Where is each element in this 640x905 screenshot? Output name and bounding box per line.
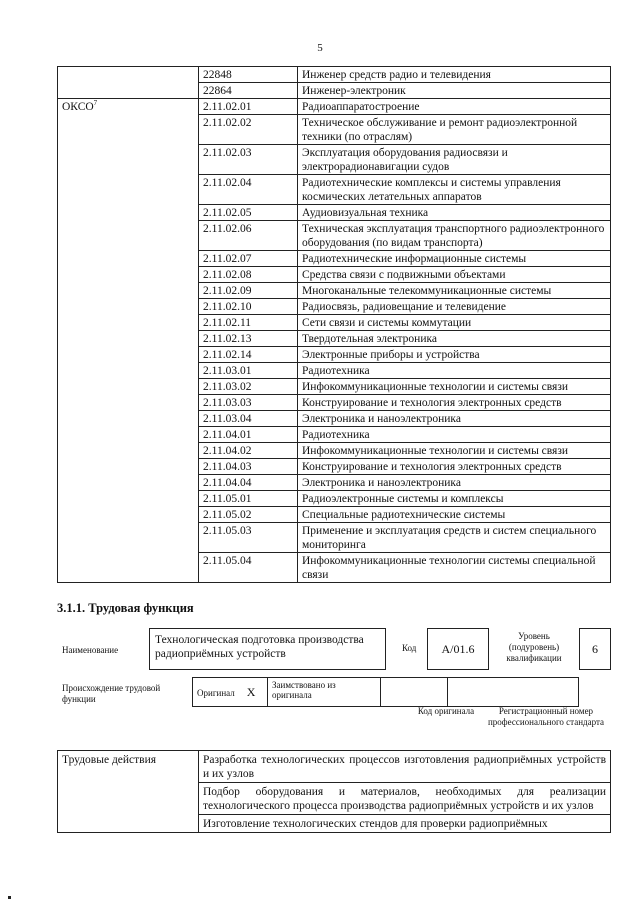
name-cell: Радиотехнические информационные системы — [298, 251, 611, 267]
code-cell: 2.11.05.02 — [199, 507, 298, 523]
action-cell: Изготовление технологических стендов для проверки радиоприёмных — [199, 815, 611, 833]
table-row — [58, 283, 611, 299]
actions-label: Трудовые действия — [58, 751, 199, 833]
group-cell — [58, 553, 199, 583]
table-row — [58, 251, 611, 267]
table-row — [58, 347, 611, 363]
code-cell: 22864 — [199, 83, 298, 99]
name-cell: Инженер средств радио и телевидения — [298, 67, 611, 83]
name-cell: Инфокоммуникационные технологии и системы связи — [298, 443, 611, 459]
action-cell: Подбор оборудования и материалов, необходимых для реализации технологического процесса производства радиоприёмных устройств и их узлов — [199, 783, 611, 815]
table-row — [58, 83, 611, 99]
code-label: Код — [402, 643, 417, 653]
name-label: Наименование — [62, 645, 119, 655]
level-label: Уровень (подуровень) квалификации — [506, 631, 562, 663]
group-cell — [58, 115, 199, 145]
table-row — [58, 475, 611, 491]
origin-label: Происхождение трудовой функции — [62, 683, 161, 704]
table-row — [58, 523, 611, 553]
name-cell: Сети связи и системы коммутации — [298, 315, 611, 331]
group-cell — [58, 507, 199, 523]
function-name-field: Технологическая подготовка производства радиоприёмных устройств — [149, 628, 386, 670]
code-cell: 2.11.02.14 — [199, 347, 298, 363]
group-cell — [58, 251, 199, 267]
name-cell: Электроника и наноэлектроника — [298, 475, 611, 491]
name-cell: Инфокоммуникационные технологии системы специальной связи — [298, 553, 611, 583]
group-cell — [58, 283, 199, 299]
origin-table — [192, 677, 579, 707]
name-cell: Радиоэлектронные системы и комплексы — [298, 491, 611, 507]
name-cell: Радиотехника — [298, 363, 611, 379]
group-cell — [58, 205, 199, 221]
original-cell — [193, 678, 268, 707]
code-cell: 2.11.04.01 — [199, 427, 298, 443]
table-row — [58, 145, 611, 175]
code-cell: 2.11.02.10 — [199, 299, 298, 315]
group-cell — [58, 83, 199, 99]
table-row — [58, 395, 611, 411]
table-row — [58, 115, 611, 145]
code-cell: 22848 — [199, 67, 298, 83]
reg-number-caption: Регистрационный номер профессионального стандарта — [487, 706, 605, 727]
code-cell: 2.11.02.03 — [199, 145, 298, 175]
code-cell: 2.11.04.02 — [199, 443, 298, 459]
group-cell — [58, 347, 199, 363]
code-cell: 2.11.05.03 — [199, 523, 298, 553]
table-row — [58, 331, 611, 347]
code-cell: 2.11.02.06 — [199, 221, 298, 251]
code-cell: 2.11.05.01 — [199, 491, 298, 507]
name-cell: Многоканальные телекоммуникационные системы — [298, 283, 611, 299]
table-row — [58, 267, 611, 283]
name-cell: Техническое обслуживание и ремонт радиоэлектронной техники (по отраслям) — [298, 115, 611, 145]
name-cell: Аудиовизуальная техника — [298, 205, 611, 221]
group-cell — [58, 363, 199, 379]
table-row — [58, 99, 611, 115]
page-number: 5 — [317, 42, 323, 54]
group-name: ОКСО — [62, 101, 94, 113]
group-cell — [58, 315, 199, 331]
code-cell: 2.11.03.02 — [199, 379, 298, 395]
group-cell — [58, 175, 199, 205]
code-cell: 2.11.02.13 — [199, 331, 298, 347]
group-cell — [58, 67, 199, 83]
table-row — [58, 491, 611, 507]
name-cell: Конструирование и технология электронных средств — [298, 395, 611, 411]
table-row — [58, 553, 611, 583]
group-cell — [58, 99, 199, 115]
group-cell — [58, 427, 199, 443]
name-cell: Специальные радиотехнические системы — [298, 507, 611, 523]
name-cell: Применение и эксплуатация средств и систем специального мониторинга — [298, 523, 611, 553]
actions-table — [57, 750, 611, 833]
code-cell: 2.11.02.07 — [199, 251, 298, 267]
group-cell — [58, 299, 199, 315]
code-cell: 2.11.03.04 — [199, 411, 298, 427]
table-row — [58, 427, 611, 443]
code-cell: 2.11.03.01 — [199, 363, 298, 379]
name-cell: Техническая эксплуатация транспортного радиоэлектронного оборудования (по видам транспорта) — [298, 221, 611, 251]
name-cell: Твердотельная электроника — [298, 331, 611, 347]
name-cell: Инфокоммуникационные технологии и системы связи — [298, 379, 611, 395]
group-cell — [58, 145, 199, 175]
group-cell — [58, 491, 199, 507]
footnote-ref: 7 — [93, 99, 98, 108]
origin-code-cell — [381, 678, 448, 707]
name-cell: Радиосвязь, радиовещание и телевидение — [298, 299, 611, 315]
table-row — [58, 205, 611, 221]
code-cell: 2.11.02.05 — [199, 205, 298, 221]
table-row — [58, 507, 611, 523]
name-cell: Конструирование и технология электронных средств — [298, 459, 611, 475]
name-cell: Радиотехнические комплексы и системы управления космических летательных аппаратов — [298, 175, 611, 205]
code-cell: 2.11.02.04 — [199, 175, 298, 205]
function-code-field: A/01.6 — [427, 628, 489, 670]
scan-mark — [8, 896, 11, 899]
name-cell: Электронные приборы и устройства — [298, 347, 611, 363]
table-row — [58, 411, 611, 427]
table-row — [58, 299, 611, 315]
code-cell: 2.11.04.04 — [199, 475, 298, 491]
table-row — [58, 443, 611, 459]
code-cell: 2.11.03.03 — [199, 395, 298, 411]
code-cell: 2.11.04.03 — [199, 459, 298, 475]
table-row — [58, 379, 611, 395]
table-row — [58, 315, 611, 331]
code-cell: 2.11.02.02 — [199, 115, 298, 145]
reg-number-cell — [448, 678, 579, 707]
group-cell — [58, 443, 199, 459]
name-cell: Эксплуатация оборудования радиосвязи и электрорадионавигации судов — [298, 145, 611, 175]
name-cell: Электроника и наноэлектроника — [298, 411, 611, 427]
code-cell: 2.11.02.09 — [199, 283, 298, 299]
table-row — [58, 363, 611, 379]
name-cell: Радиоаппаратостроение — [298, 99, 611, 115]
group-cell — [58, 267, 199, 283]
original-label: Оригинал — [197, 687, 235, 698]
group-cell — [58, 459, 199, 475]
table-row — [58, 175, 611, 205]
code-cell: 2.11.02.01 — [199, 99, 298, 115]
table-row — [58, 751, 611, 783]
table-row — [58, 221, 611, 251]
origin-code-caption: Код оригинала — [417, 706, 475, 716]
table-row — [58, 459, 611, 475]
group-cell — [58, 395, 199, 411]
group-cell — [58, 523, 199, 553]
codes-table — [57, 66, 611, 583]
code-cell: 2.11.02.08 — [199, 267, 298, 283]
code-cell: 2.11.05.04 — [199, 553, 298, 583]
action-cell: Разработка технологических процессов изготовления радиоприёмных устройств и их узлов — [199, 751, 611, 783]
group-cell — [58, 331, 199, 347]
code-cell: 2.11.02.11 — [199, 315, 298, 331]
group-cell — [58, 475, 199, 491]
group-cell — [58, 221, 199, 251]
name-cell: Инженер-электроник — [298, 83, 611, 99]
table-row — [58, 67, 611, 83]
name-cell: Радиотехника — [298, 427, 611, 443]
name-cell: Средства связи с подвижными объектами — [298, 267, 611, 283]
original-mark: X — [246, 684, 256, 699]
section-heading: 3.1.1. Трудовая функция — [57, 601, 194, 615]
qualification-level-field: 6 — [579, 628, 611, 670]
group-cell — [58, 379, 199, 395]
borrowed-cell: Заимствовано из оригинала — [268, 678, 381, 707]
group-cell — [58, 411, 199, 427]
